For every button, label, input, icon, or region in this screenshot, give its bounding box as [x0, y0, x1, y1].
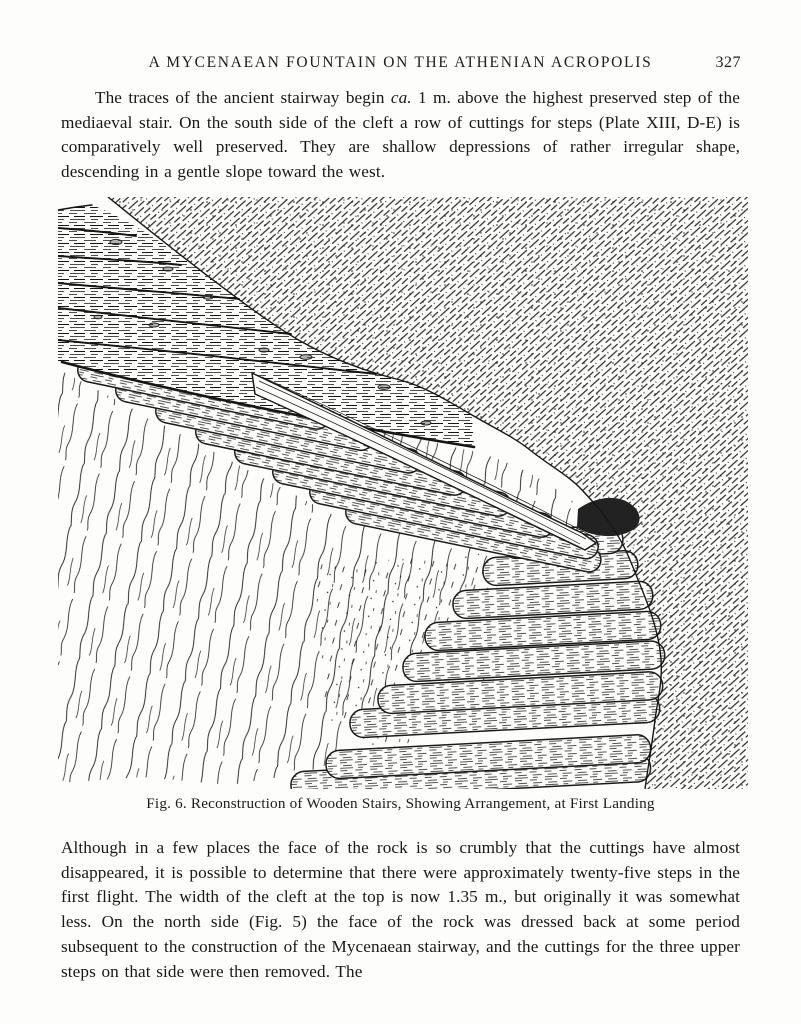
- page-number: 327: [715, 54, 741, 71]
- figure-caption: Fig. 6. Reconstruction of Wooden Stairs, Showing Arrangement, at First Landing: [146, 795, 655, 812]
- paragraph-2: Although in a few places the face of the rock is so crumbly that the cuttings have almost disappeared, it is possible to determine that there were approximately twenty-five steps in the first flight. The width of the cleft at the top is now 1.35 m., but originally it was somewhat less. On the north side (Fig. 5) the face of the rock was dressed back at some period subsequent to the construction of the Mycenaean stairway, and the cuttings for the three upper steps on that side were then removed. The: [61, 838, 740, 981]
- paragraph-1-text-a: The traces of the ancient stairway begin: [95, 88, 391, 107]
- running-header: [60, 54, 741, 74]
- dark-shadow-patch: [577, 498, 640, 536]
- paragraph-1-italic-ca: ca.: [390, 88, 412, 107]
- paragraph-1-text-b: 1 m. above the highest preserved step of the mediaeval stair. On the south side of the cleft a row of cuttings for steps (Plate XIII, D-E) is comparatively well preserved. They are shallow depressions of rather irregular shape, descending in a gentle slope toward the west.: [61, 88, 740, 182]
- figure-6: [58, 197, 748, 789]
- running-header-title: A MYCENAEAN FOUNTAIN ON THE ATHENIAN ACROPOLIS: [148, 54, 653, 71]
- paragraph-1: [61, 86, 740, 185]
- figure-6-illustration: [58, 197, 748, 789]
